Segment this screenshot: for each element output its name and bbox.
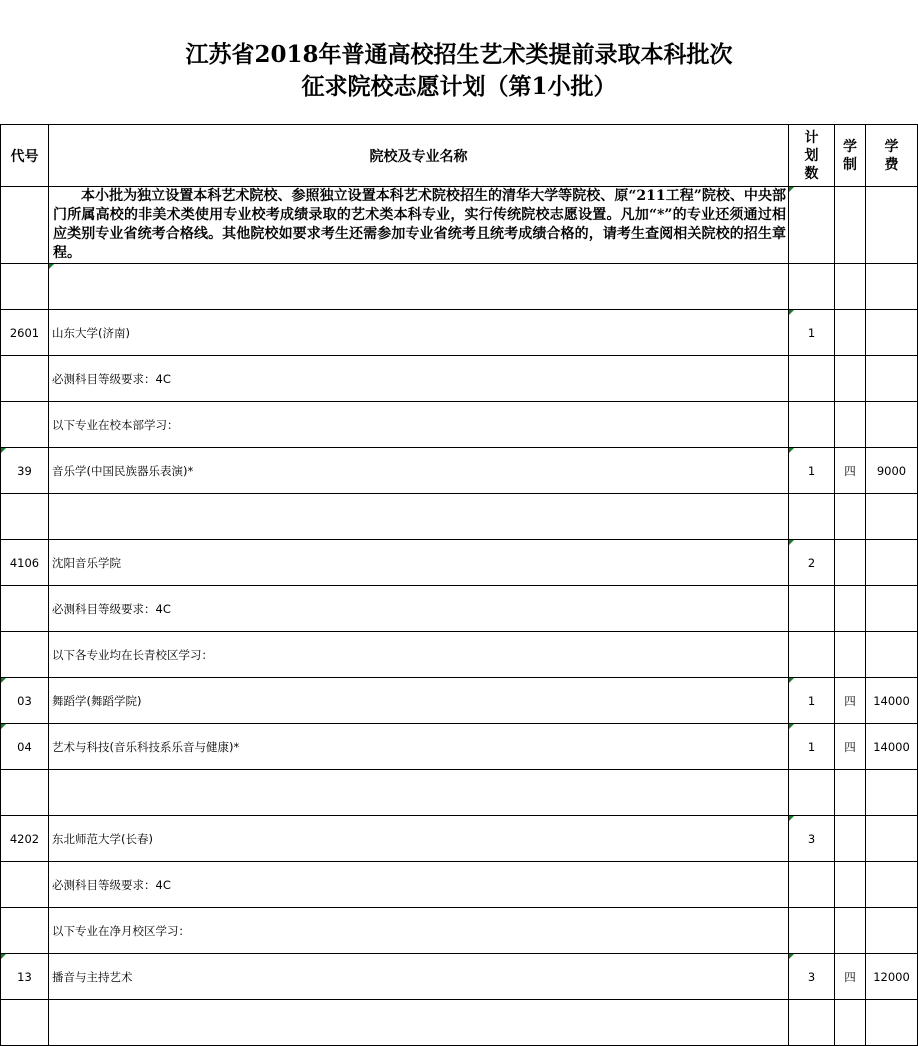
row-system: [835, 770, 866, 816]
note-text: 本小批为独立设置本科艺术院校、参照独立设置本科艺术院校招生的清华大学等院校、原“211工程”院校、中央部门所属高校的非美术类使用专业校考成绩录取的艺术类本科专业，实行传统院校志愿设置。凡加“*”的专业还须通过相应类别专业省统考合格线。其他院校如要求考生还需参加专业省统考且统考成绩合格的，请考生查阅相关院校的招生章程。: [49, 187, 789, 264]
row-code: [1, 632, 49, 678]
row-plan: 1: [789, 678, 835, 724]
row-name: 以下专业在校本部学习：: [49, 402, 789, 448]
row-code: [1, 770, 49, 816]
row-fee: [866, 770, 918, 816]
page-title-line1: 江苏省2018年普通高校招生艺术类提前录取本科批次: [185, 41, 733, 68]
table-row: [1, 632, 918, 678]
table-row: [1, 310, 918, 356]
row-system: [835, 1000, 866, 1046]
row-plan: [789, 908, 835, 954]
row-code: [1, 402, 49, 448]
page-title-line2: 征求院校志愿计划（第1小批）: [301, 73, 617, 100]
row-name: 音乐学(中国民族器乐表演)*: [49, 448, 789, 494]
row-code: 39: [1, 448, 49, 494]
row-system: 四: [835, 954, 866, 1000]
row-code: [1, 494, 49, 540]
header-plan: 计 划 数: [789, 125, 835, 187]
row-fee: [866, 908, 918, 954]
row-fee: [866, 264, 918, 310]
row-name: 必测科目等级要求：4C: [49, 356, 789, 402]
row-system: [835, 816, 866, 862]
row-name: 以下专业在净月校区学习：: [49, 908, 789, 954]
row-system: [835, 908, 866, 954]
row-fee: [866, 356, 918, 402]
row-code: [1, 356, 49, 402]
row-name: 沈阳音乐学院: [49, 540, 789, 586]
row-system: [835, 862, 866, 908]
row-name: [49, 264, 789, 310]
row-name: 播音与主持艺术: [49, 954, 789, 1000]
row-fee: [866, 402, 918, 448]
row-fee: [866, 816, 918, 862]
row-code: 4202: [1, 816, 49, 862]
table-row: [1, 494, 918, 540]
row-fee: 14000: [866, 724, 918, 770]
row-code: 03: [1, 678, 49, 724]
row-name: 必测科目等级要求：4C: [49, 862, 789, 908]
table-row: [1, 448, 918, 494]
row-name: 山东大学(济南): [49, 310, 789, 356]
header-name: 院校及专业名称: [49, 125, 789, 187]
admission-plan-table: [0, 124, 918, 1046]
row-name: [49, 494, 789, 540]
row-fee: [866, 310, 918, 356]
row-name: [49, 1000, 789, 1046]
table-row: [1, 816, 918, 862]
row-system: [835, 356, 866, 402]
row-code: 4106: [1, 540, 49, 586]
row-system: [835, 402, 866, 448]
row-fee: [866, 586, 918, 632]
table-row: [1, 678, 918, 724]
row-plan: [789, 264, 835, 310]
header-fee: 学 费: [866, 125, 918, 187]
table-row: [1, 1000, 918, 1046]
row-plan: [789, 402, 835, 448]
row-name: 舞蹈学(舞蹈学院): [49, 678, 789, 724]
row-fee: 12000: [866, 954, 918, 1000]
row-plan: 1: [789, 310, 835, 356]
table-row: [1, 770, 918, 816]
row-plan: 3: [789, 954, 835, 1000]
table-row: [1, 954, 918, 1000]
row-code: 2601: [1, 310, 49, 356]
table-row: [1, 402, 918, 448]
row-plan: 2: [789, 540, 835, 586]
table-row: [1, 724, 918, 770]
table-row: [1, 356, 918, 402]
row-plan: 1: [789, 448, 835, 494]
table-header-row: [1, 125, 918, 187]
table-row: [1, 540, 918, 586]
row-fee: [866, 632, 918, 678]
row-code: [1, 908, 49, 954]
row-plan: 3: [789, 816, 835, 862]
row-plan: [789, 862, 835, 908]
row-plan: [789, 1000, 835, 1046]
row-system: 四: [835, 448, 866, 494]
row-name: [49, 770, 789, 816]
row-code: [1, 586, 49, 632]
row-fee: 9000: [866, 448, 918, 494]
row-fee: [866, 540, 918, 586]
row-plan: 1: [789, 724, 835, 770]
row-plan: [789, 632, 835, 678]
row-system: [835, 540, 866, 586]
row-system: [835, 310, 866, 356]
row-code: [1, 862, 49, 908]
row-system: [835, 264, 866, 310]
row-name: 必测科目等级要求：4C: [49, 586, 789, 632]
row-code: 13: [1, 954, 49, 1000]
table-row: [1, 264, 918, 310]
note-row: [1, 187, 918, 264]
row-system: [835, 494, 866, 540]
row-name: 艺术与科技(音乐科技系乐音与健康)*: [49, 724, 789, 770]
row-name: 东北师范大学(长春): [49, 816, 789, 862]
row-system: 四: [835, 678, 866, 724]
row-plan: [789, 770, 835, 816]
row-name: 以下各专业均在长青校区学习：: [49, 632, 789, 678]
table-row: [1, 908, 918, 954]
row-fee: [866, 1000, 918, 1046]
row-fee: [866, 494, 918, 540]
row-plan: [789, 586, 835, 632]
row-plan: [789, 356, 835, 402]
row-code: [1, 264, 49, 310]
table-row: [1, 586, 918, 632]
row-fee: [866, 862, 918, 908]
row-system: [835, 586, 866, 632]
row-fee: 14000: [866, 678, 918, 724]
row-system: 四: [835, 724, 866, 770]
row-code: 04: [1, 724, 49, 770]
row-plan: [789, 494, 835, 540]
header-system: 学 制: [835, 125, 866, 187]
header-code: 代号: [1, 125, 49, 187]
row-code: [1, 1000, 49, 1046]
table-row: [1, 862, 918, 908]
note-code-cell: [1, 187, 49, 264]
row-system: [835, 632, 866, 678]
